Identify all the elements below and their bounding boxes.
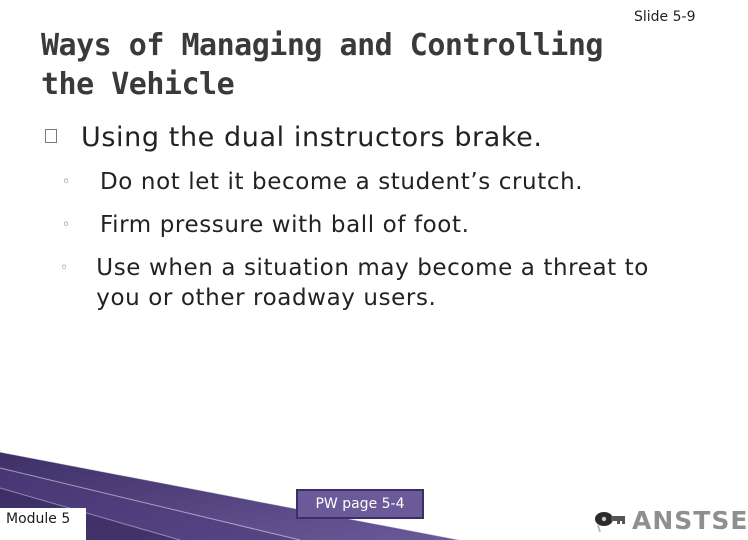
anstse-logo	[590, 503, 748, 540]
car-keys-icon	[590, 503, 630, 537]
ring-icon: ◦	[61, 174, 71, 190]
slide-title: Ways of Managing and Controlling the Vehicle	[41, 28, 603, 102]
sub-bullet-item	[60, 167, 583, 197]
slide-number: Slide 5-9	[634, 9, 696, 25]
module-label: Module 5	[6, 511, 71, 527]
sub-bullet-text: Firm pressure with ball of foot.	[100, 212, 470, 238]
sub-bullet-text: Use when a situation may become a threat to you or other roadway users.	[96, 255, 649, 311]
sub-bullet-item	[60, 210, 470, 240]
box-icon	[45, 129, 57, 143]
pw-page-box: PW page 5-4	[296, 489, 424, 519]
sub-bullet-text: Do not let it become a student’s crutch.	[100, 169, 584, 195]
sub-bullet-item	[60, 253, 680, 313]
bullet-item	[45, 120, 543, 156]
ring-icon: ◦	[61, 217, 71, 233]
ring-icon: ◦	[60, 260, 69, 276]
logo-text: ANSTSE	[632, 506, 748, 535]
bullet-text: Using the dual instructors brake.	[81, 122, 543, 153]
